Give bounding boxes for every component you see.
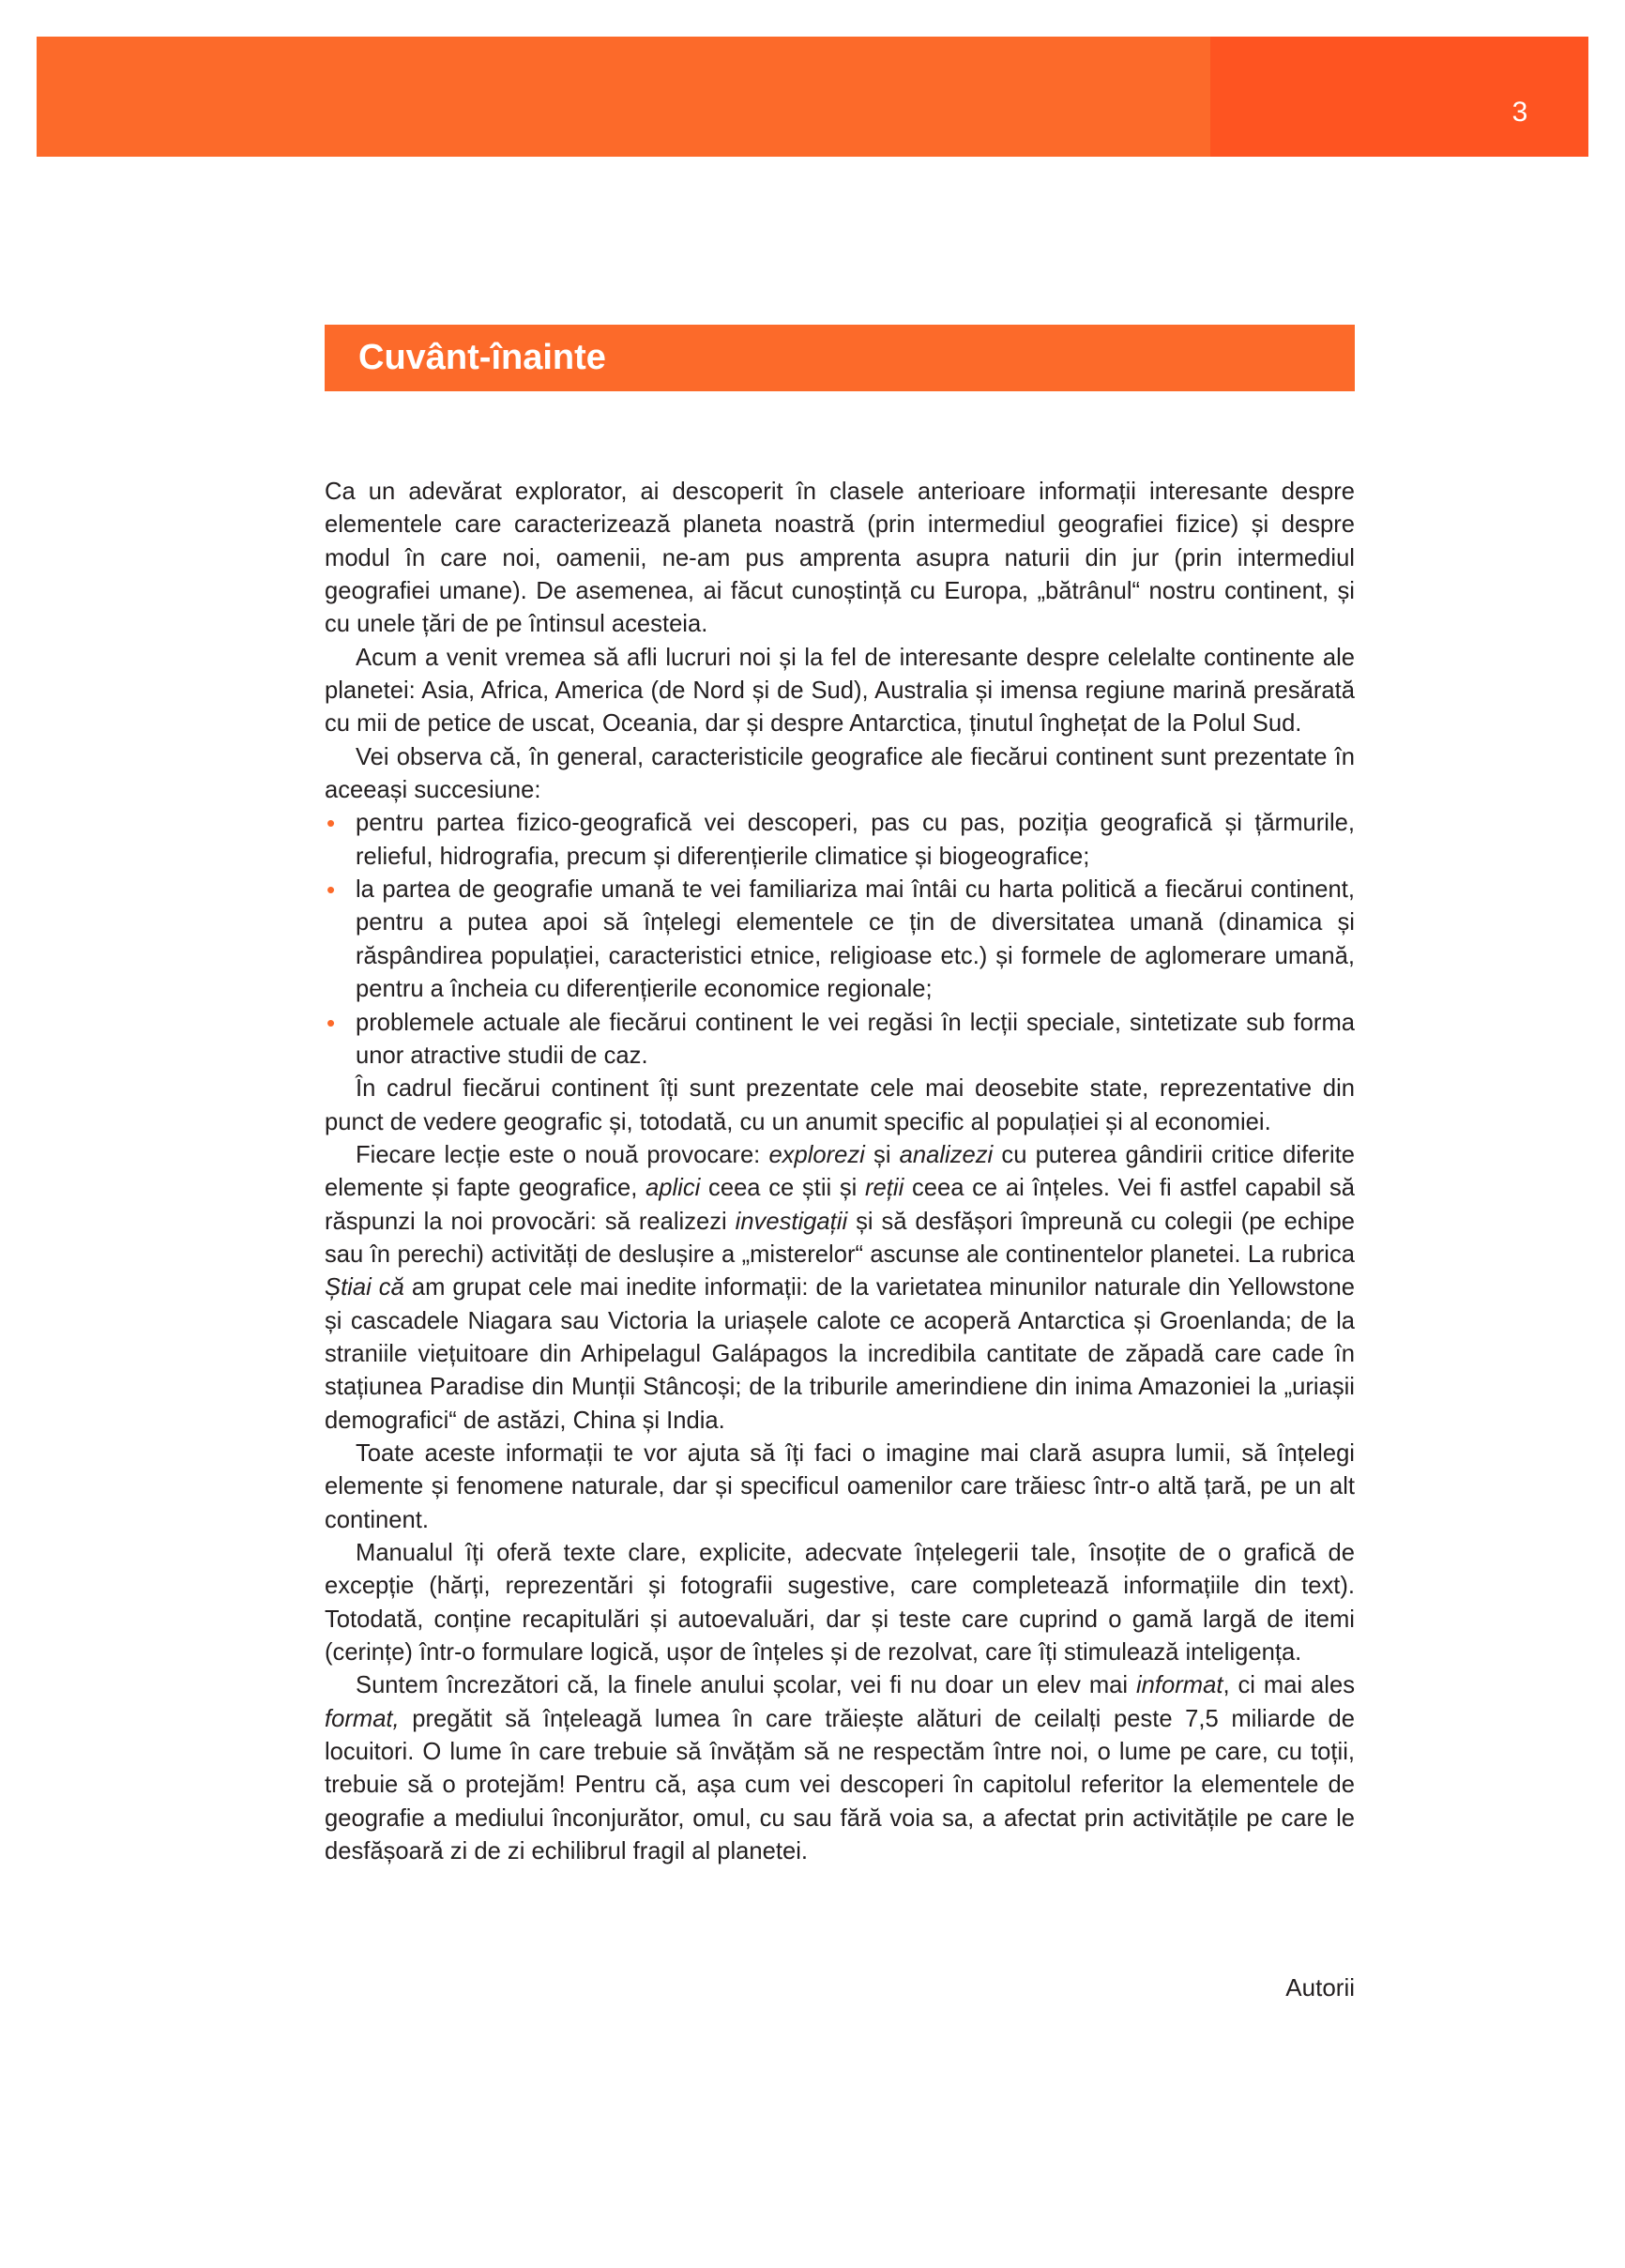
paragraph — [325, 1669, 1355, 1868]
paragraph-text: , ci mai ales — [1223, 1672, 1355, 1699]
paragraph — [325, 476, 1355, 642]
paragraph — [325, 1073, 1355, 1139]
paragraph-text: În cadrul fiecărui continent îți sunt prezentate cele mai deosebite state, reprezentative din punct de vedere geografic și, totodată, cu un anumit specific al populației și al economiei. — [325, 1075, 1355, 1135]
paragraph-text: Ca un adevărat explorator, ai descoperit în clasele anterioare informații interesante despre elementele care caracterizează planeta noastră (prin intermediul geografiei fizice) și despre modul în care noi, oamenii, ne-am pus amprenta asupra naturii din jur (prin intermediul geografiei umane). De asemenea, ai făcut cunoștință cu Europa, „bătrânul“ nostru continent, și cu unele țări de pe întinsul acesteia. — [325, 479, 1355, 638]
paragraph-text: cu puterea gândirii critice diferite elemente și fapte geografice, — [325, 1141, 1355, 1202]
emphasis-text: aplici — [645, 1175, 701, 1202]
emphasis-text: format, — [325, 1705, 400, 1732]
paragraph-text: Fiecare lecție este o nouă provocare: — [356, 1141, 769, 1168]
paragraph — [325, 741, 1355, 808]
paragraph-text: și să desfășori împreună cu colegii (pe echipe sau în perechi) activități de deslușire a „misterelor“ ascunse ale continentelor planetei. La rubrica — [325, 1208, 1356, 1268]
body-text — [325, 476, 1355, 1868]
emphasis-text: explorezi — [768, 1141, 865, 1168]
bullet-list — [325, 807, 1355, 1073]
paragraph-text: Acum a venit vremea să afli lucruri noi și la fel de interesante despre celelalte continente ale planetei: Asia, Africa, America (de Nord și de Sud), Australia și imensa regiune marină presărată cu mii de petice de uscat, Oceania, dar și despre Antarctica, ținutul înghețat de la Polul Sud. — [325, 644, 1355, 738]
bullet-icon: • — [327, 809, 336, 838]
emphasis-text: investigații — [735, 1208, 848, 1235]
paragraph — [325, 1139, 1355, 1438]
paragraph — [325, 1438, 1355, 1537]
paragraph — [325, 642, 1355, 741]
emphasis-text: reții — [865, 1175, 904, 1202]
paragraphs-intro — [325, 476, 1355, 807]
bullet-icon: • — [327, 1008, 336, 1037]
paragraph-text: am grupat cele mai inedite informații: de la varietatea minunilor naturale din Yellowstone și cascadele Niagara sau Victoria la uriașele calote ce acoperă Antarctica și Groenlanda; de la straniile viețuitoare din Arhipelagul Galápagos la incredibila cantitate de zăpadă care cade în stațiunea Paradise din Munții Stâncoși; de la triburile amerindiene din inima Amazoniei la „uriașii demografici“ de astăzi, China și India. — [325, 1274, 1355, 1434]
list-item — [325, 874, 1355, 1006]
paragraph-text: Toate aceste informații te vor ajuta să îți faci o imagine mai clară asupra lumii, să înțelegi elemente și fenomene naturale, dar și specificul oamenilor care trăiesc într-o altă țară, pe un alt continent. — [325, 1439, 1355, 1533]
signature: Autorii — [1285, 1973, 1355, 2002]
paragraph-text: Suntem încrezători că, la finele anului școlar, vei fi nu doar un elev mai — [356, 1672, 1136, 1699]
list-item — [325, 1007, 1355, 1073]
paragraphs-main — [325, 1073, 1355, 1868]
list-item — [325, 807, 1355, 874]
emphasis-text: Știai că — [325, 1274, 404, 1301]
list-item-text: problemele actuale ale fiecărui continent le vei regăsi în lecții speciale, sintetizate sub forma unor atractive studii de caz. — [356, 1009, 1355, 1069]
title-bar — [325, 325, 1355, 391]
paragraph-text: pregătit să înțeleagă lumea în care trăiește alături de ceilalți peste 7,5 miliarde de locuitori. O lume în care trebuie să învățăm să ne respectăm între noi, o lume pe care, cu toții, trebuie să o protejăm! Pentru că, așa cum vei descoperi în capitolul referitor la elementele de geografie a mediului înconjurător, omul, cu sau fără voia sa, a afectat prin activitățile pe care le desfășoară zi de zi echilibrul fragil al planetei. — [325, 1705, 1355, 1865]
list-item-text: la partea de geografie umană te vei familiariza mai întâi cu harta politică a fiecărui continent, pentru a putea apoi să înțelegi elementele ce țin de diversitatea umană (dinamica și răspândirea populației, caracteristici etnice, religioase etc.) și formele de aglomerare umană, pentru a încheia cu diferențierile economice regionale; — [356, 876, 1355, 1003]
emphasis-text: analizezi — [899, 1141, 994, 1168]
list-item-text: pentru partea fizico-geografică vei descoperi, pas cu pas, poziția geografică și țărmurile, relieful, hidrografia, precum și diferențierile climatice și biogeografice; — [356, 810, 1355, 870]
emphasis-text: informat — [1135, 1672, 1223, 1699]
page-title: Cuvânt-înainte — [358, 338, 606, 377]
bullet-icon: • — [327, 875, 336, 905]
paragraph-text: ceea ce știi și — [700, 1175, 866, 1202]
paragraph — [325, 1537, 1355, 1669]
paragraph-text: Manualul îți oferă texte clare, explicite, adecvate înțelegerii tale, însoțite de o grafică de excepție (hărți, reprezentări și fotografii sugestive, care completează informațiile din text). Totodată, conține recapitulări și autoevaluări, dar și teste care cuprind o gamă largă de itemi (cerințe) într-o formulare logică, ușor de înțeles și de rezolvat, care îți stimulează inteligența. — [325, 1540, 1355, 1667]
paragraph-text: Vei observa că, în general, caracteristicile geografice ale fiecărui continent sunt prezentate în aceeași succesiune: — [325, 743, 1355, 804]
paragraph-text: și — [864, 1141, 900, 1168]
page-number: 3 — [1511, 97, 1528, 128]
paragraph-text: ceea ce ai înțeles. Vei fi astfel capabil să răspunzi la noi provocări: să realizezi — [325, 1175, 1355, 1235]
